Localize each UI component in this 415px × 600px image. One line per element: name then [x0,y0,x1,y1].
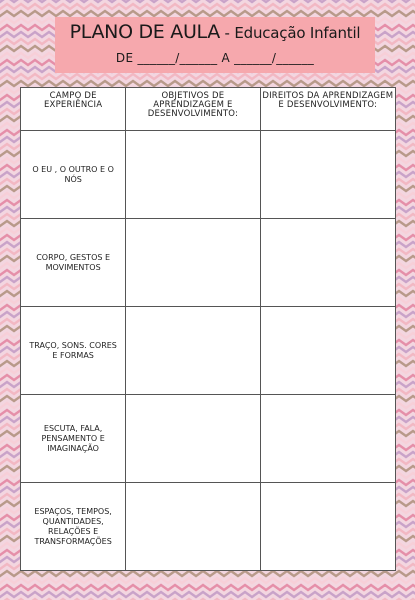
direitos-cell[interactable] [260,219,395,307]
objetivos-cell[interactable] [126,395,260,483]
field-label: O EU , O OUTRO E O NÓS [21,131,126,219]
direitos-cell[interactable] [260,131,395,219]
field-label: TRAÇO, SONS. CORES E FORMAS [21,307,126,395]
chevron-stripe [0,81,415,86]
table-row [21,483,396,571]
objetivos-cell[interactable] [126,219,260,307]
header-objetivos: OBJETIVOS DE APRENDIZAGEM E DESENVOLVIMENTO: [126,88,260,131]
chevron-stripe [0,11,415,16]
table-row [21,131,396,219]
objetivos-cell[interactable] [126,131,260,219]
table-row [21,219,396,307]
header-direitos: DIREITOS DA APRENDIZAGEM E DESENVOLVIMENTO: [260,88,395,131]
date-range-line: DE ______/______ A ______/______ [115,51,315,65]
objetivos-cell[interactable] [126,483,260,571]
chevron-stripe [0,74,415,79]
title-separator: - [219,24,235,42]
field-label: CORPO, GESTOS E MOVIMENTOS [21,219,126,307]
header-campo-experiencia: CAMPO DE EXPERIÊNCIA [21,88,126,131]
chevron-stripe [0,585,415,590]
table-row [21,395,396,483]
field-label: ESCUTA, FALA, PENSAMENTO E IMAGINAÇÃO [21,395,126,483]
table-row [21,307,396,395]
direitos-cell[interactable] [260,395,395,483]
chevron-stripe [0,4,415,9]
field-label: ESPAÇOS, TEMPOS, QUANTIDADES, RELAÇÕES E TRANSFORMAÇÕES [21,483,126,571]
chevron-stripe [0,0,415,2]
direitos-cell[interactable] [260,307,395,395]
title-banner [55,17,375,73]
lesson-plan-table [20,87,396,571]
title-main: PLANO DE AULA [69,21,220,43]
page-title [55,21,375,43]
objetivos-cell[interactable] [126,307,260,395]
chevron-stripe [0,592,415,597]
title-subtitle: Educação Infantil [234,24,361,42]
table-header-row [21,88,396,131]
chevron-stripe [0,578,415,583]
direitos-cell[interactable] [260,483,395,571]
chevron-stripe [0,571,415,576]
